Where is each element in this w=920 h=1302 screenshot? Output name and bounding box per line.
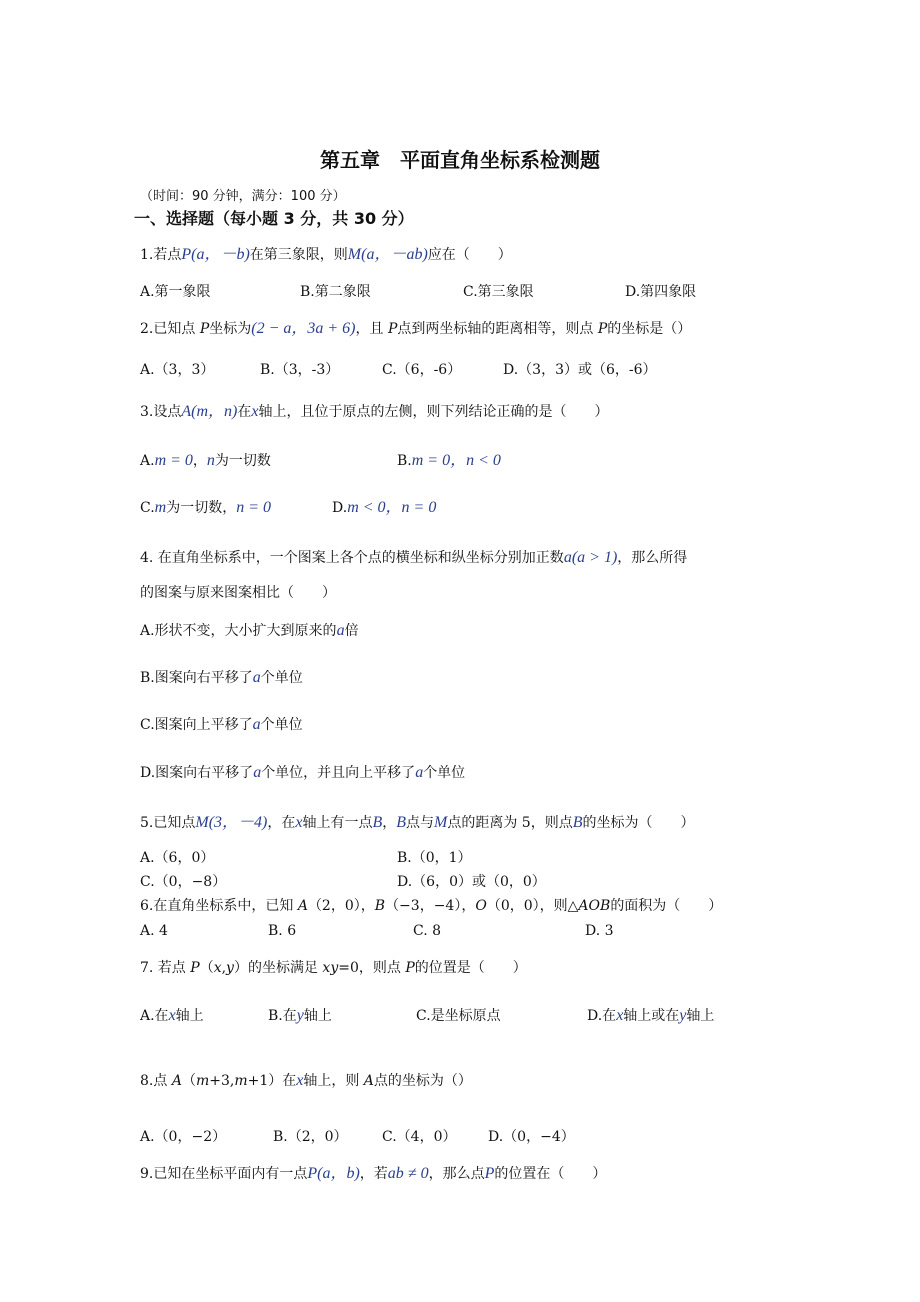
text-segment: 8.点 (140, 1073, 172, 1089)
math-expression: x (251, 403, 259, 420)
text-segment: 坐标为 (209, 321, 252, 337)
text-segment: 的位置在（ ） (494, 1166, 607, 1182)
text-segment: （ (199, 960, 214, 976)
text-segment: D.图案向右平移了 (140, 765, 254, 781)
text-segment: ， (382, 815, 397, 831)
text-segment: D.在 (587, 1008, 617, 1024)
answer-option (416, 1007, 501, 1025)
text-segment: 在第三象限，则 (249, 247, 348, 263)
math-expression: a (253, 764, 262, 781)
question-text (140, 814, 695, 832)
math-expression: P (190, 960, 200, 976)
text-segment: 倍 (344, 623, 359, 639)
question-text (140, 403, 608, 421)
answer-option (463, 283, 534, 301)
answer-option (300, 283, 371, 301)
text-segment: B.（2，0） (273, 1129, 348, 1145)
text-segment: 轴上 (686, 1008, 715, 1024)
question-text (140, 897, 722, 915)
math-expression: P (597, 321, 608, 337)
math-expression: y (679, 1007, 687, 1024)
math-expression: m = 0 (154, 452, 193, 469)
text-segment: A.（0，−2） (140, 1129, 227, 1145)
text-segment: B.（3，-3） (260, 362, 340, 378)
math-expression: M(a，－ab) (347, 246, 428, 263)
answer-option (382, 361, 461, 379)
text-segment: 应在（ ） (427, 247, 512, 263)
text-segment: D.（3，3）或（6，-6） (503, 362, 657, 378)
math-expression: B (374, 898, 386, 914)
answer-option (397, 452, 501, 470)
text-segment: =0，则点 (338, 960, 406, 976)
math-expression: P (484, 1165, 495, 1182)
text-segment: （0，0），则△ (486, 898, 579, 914)
text-segment: D. (332, 500, 348, 516)
math-expression: (2 − a，3a + 6) (251, 320, 356, 337)
question-text (140, 1072, 472, 1090)
math-expression: a (252, 669, 261, 686)
answer-option (140, 873, 226, 891)
answer-option (140, 283, 211, 301)
exam-meta: （时间：90 分钟，满分：100 分） (140, 189, 346, 204)
answer-option (503, 361, 657, 379)
answer-option (140, 361, 214, 379)
answer-option (140, 669, 303, 687)
text-segment: 轴上，且位于原点的左侧，则下列结论正确的是（ ） (258, 404, 609, 420)
answer-option (140, 716, 303, 734)
text-segment: 个单位，并且向上平移了 (261, 765, 416, 781)
text-segment: 7. 若点 (140, 960, 191, 976)
math-expression: A (171, 1073, 182, 1089)
math-expression: x (296, 1072, 304, 1089)
text-segment: ，且 (355, 321, 388, 337)
text-segment: ）的坐标满足 (233, 960, 323, 976)
text-segment: ，那么点 (428, 1166, 485, 1182)
question-text (140, 959, 527, 977)
math-expression: m (234, 1073, 248, 1089)
math-expression: y (296, 1007, 304, 1024)
text-segment: C.第三象限 (463, 284, 534, 300)
text-segment: B.图案向右平移了 (140, 670, 253, 686)
text-segment: C.是坐标原点 (416, 1008, 501, 1024)
text-segment: , (221, 960, 227, 976)
text-segment: +3, (209, 1073, 235, 1089)
math-expression: B (372, 814, 383, 831)
text-segment: A.（6，0） (140, 850, 215, 866)
text-segment: 轴上或在 (623, 1008, 680, 1024)
math-expression: P (199, 321, 210, 337)
math-expression: m < 0，n = 0 (347, 499, 437, 516)
answer-option (140, 584, 336, 602)
math-expression: A (363, 1073, 374, 1089)
answer-option (413, 922, 441, 940)
math-expression: A (297, 898, 308, 914)
text-segment: B.第二象限 (300, 284, 371, 300)
answer-option (397, 873, 546, 891)
math-expression: m (195, 1073, 210, 1089)
page-title: 第五章 平面直角坐标系检测题 (320, 148, 600, 172)
text-segment: 点与 (406, 815, 435, 831)
question-text (140, 549, 687, 567)
text-segment: B. (397, 453, 412, 469)
math-expression: x (295, 814, 303, 831)
text-segment: ，若 (359, 1166, 388, 1182)
answer-option (140, 622, 359, 640)
math-expression: a(a > 1) (563, 549, 618, 566)
question-text (140, 246, 512, 264)
answer-option (140, 1007, 204, 1025)
answer-option (140, 922, 168, 940)
text-segment: 点到两坐标轴的距离相等，则点 (397, 321, 598, 337)
text-segment: ， (192, 453, 207, 469)
question-text (140, 320, 691, 338)
math-expression: O (475, 898, 487, 914)
question-text (140, 1165, 606, 1183)
answer-option (382, 1128, 456, 1146)
text-segment: 9.已知在坐标平面内有一点 (140, 1166, 308, 1182)
answer-option (585, 922, 614, 940)
text-segment: 的坐标为（ ） (582, 815, 695, 831)
text-segment: A.在 (140, 1008, 169, 1024)
text-segment: C.图案向上平移了 (140, 717, 253, 733)
math-expression: m = 0，n < 0 (411, 452, 501, 469)
answer-option (140, 452, 271, 470)
math-expression: ab ≠ 0 (387, 1165, 429, 1182)
math-expression: a (336, 622, 345, 639)
text-segment: D.第四象限 (625, 284, 697, 300)
text-segment: 点的距离为 5，则点 (447, 815, 573, 831)
text-segment: 个单位 (423, 765, 466, 781)
answer-option (488, 1128, 575, 1146)
text-segment: D.（6，0）或（0，0） (397, 874, 546, 890)
answer-option (273, 1128, 348, 1146)
math-expression: xy (322, 960, 339, 976)
answer-option (260, 361, 339, 379)
text-segment: B. 6 (268, 923, 297, 939)
text-segment: A. (140, 453, 155, 469)
text-segment: C.（4，0） (382, 1129, 457, 1145)
math-expression: B (572, 814, 583, 831)
text-segment: A.第一象限 (140, 284, 211, 300)
text-segment: C.（0，−8） (140, 874, 227, 890)
answer-option (332, 499, 436, 517)
answer-option (140, 764, 465, 782)
text-segment: 3.设点 (140, 404, 182, 420)
math-expression: m (154, 499, 167, 516)
text-segment: 4. 在直角坐标系中，一个图案上各个点的横坐标和纵坐标分别加正数 (140, 550, 564, 566)
text-segment: ，在 (267, 815, 296, 831)
text-segment: 的位置是（ ） (414, 960, 527, 976)
text-segment: 轴上，则 (303, 1073, 364, 1089)
text-segment: 个单位 (260, 717, 303, 733)
math-expression: a (252, 716, 261, 733)
math-expression: n (206, 452, 215, 469)
text-segment: 点的坐标为（） (373, 1073, 472, 1089)
math-expression: n = 0 (236, 499, 272, 516)
text-segment: 轴上有一点 (302, 815, 373, 831)
text-segment: 2.已知点 (140, 321, 200, 337)
text-segment: 的面积为（ ） (610, 898, 723, 914)
answer-option (268, 922, 296, 940)
math-expression: a (415, 764, 424, 781)
text-segment: 的坐标是（） (607, 321, 692, 337)
text-segment: A. 4 (140, 923, 168, 939)
answer-option (268, 1007, 332, 1025)
text-segment: B.在 (268, 1008, 297, 1024)
text-segment: ，那么所得 (617, 550, 688, 566)
text-segment: D.（0，−4） (488, 1129, 575, 1145)
text-segment: A.形状不变，大小扩大到原来的 (140, 623, 337, 639)
text-segment: C.（6，-6） (382, 362, 462, 378)
text-segment: A.（3，3） (140, 362, 215, 378)
math-expression: y (226, 960, 234, 976)
math-expression: P (387, 321, 398, 337)
math-expression: x (213, 960, 222, 976)
text-segment: 的图案与原来图案相比（ ） (140, 585, 336, 601)
math-expression: M (434, 814, 448, 831)
answer-option (587, 1007, 714, 1025)
text-segment: 为一切数， (166, 500, 237, 516)
answer-option (140, 499, 271, 517)
math-expression: x (616, 1007, 624, 1024)
math-expression: x (168, 1007, 176, 1024)
math-expression: P(a，－b) (181, 246, 250, 263)
text-segment: 在 (237, 404, 252, 420)
math-expression: AOB (578, 898, 611, 914)
text-segment: B.（0，1） (397, 850, 472, 866)
math-expression: P(a，b) (307, 1165, 360, 1182)
text-segment: 6.在直角坐标系中，已知 (140, 898, 298, 914)
text-segment: （−3，−4）， (385, 898, 476, 914)
math-expression: B (396, 814, 407, 831)
math-expression: M(3，－4) (195, 814, 268, 831)
text-segment: 轴上 (303, 1008, 332, 1024)
text-segment: （ (181, 1073, 196, 1089)
math-expression: A(m，n) (181, 403, 238, 420)
answer-option (625, 283, 696, 301)
text-segment: 轴上 (175, 1008, 204, 1024)
answer-option (140, 849, 214, 867)
text-segment: （2，0）， (307, 898, 375, 914)
text-segment: C. (140, 500, 155, 516)
answer-option (397, 849, 472, 867)
text-segment: +1）在 (247, 1073, 297, 1089)
text-segment: 1.若点 (140, 247, 182, 263)
section-heading: 一、选择题（每小题 3 分，共 30 分） (134, 209, 414, 228)
text-segment: 5.已知点 (140, 815, 196, 831)
text-segment: D. 3 (585, 923, 614, 939)
text-segment: C. 8 (413, 923, 442, 939)
math-expression: P (405, 960, 415, 976)
text-segment: 为一切数 (214, 453, 271, 469)
answer-option (140, 1128, 226, 1146)
text-segment: 个单位 (260, 670, 303, 686)
